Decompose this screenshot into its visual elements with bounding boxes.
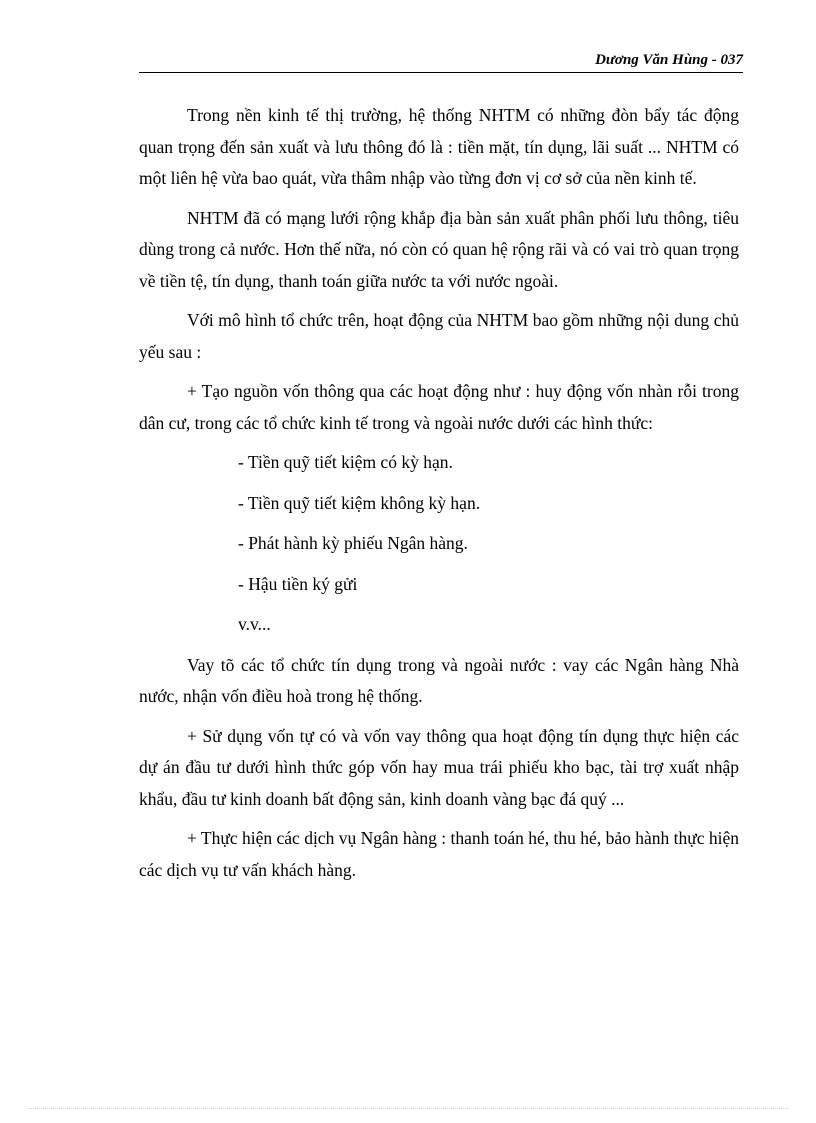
- list-item: - Tiền quỹ tiết kiệm có kỳ hạn.: [238, 452, 453, 472]
- paragraph-network: NHTM đã có mạng lưới rộng khắp địa bàn sản xuất phân phối lưu thông, tiêu dùng trong cả nước. Hơn thế nữa, nó còn có quan hệ rộng rãi và có vai trò quan trọng về tiền tệ, tín dụng, thanh toán giữa nước ta với nước ngoài.: [139, 207, 739, 291]
- paragraph-capital-sources: + Tạo nguồn vốn thông qua các hoạt động như : huy động vốn nhàn rỗi trong dân cư, trong các tổ chức kinh tế trong và ngoài nước dưới các hình thức:: [139, 381, 739, 433]
- paragraph-capital-use: + Sử dụng vốn tự có và vốn vay thông qua hoạt động tín dụng thực hiện các dự án đầu tư dưới hình thức góp vốn hay mua trái phiếu kho bạc, tài trợ xuất nhập khẩu, đầu tư kinh doanh bất động sản, kinh doanh vàng bạc đá quý ...: [139, 725, 739, 809]
- paragraph-borrowing: Vay tõ các tổ chức tín dụng trong và ngoài nước : vay các Ngân hàng Nhà nước, nhận vốn điều hoà trong hệ thống.: [139, 654, 739, 706]
- list-item: v.v...: [238, 614, 271, 634]
- header-author: Dương Văn Hùng - 037: [595, 52, 743, 68]
- list-item: - Hậu tiền ký gửi: [238, 573, 358, 594]
- list-item: - Phát hành kỳ phiếu Ngân hàng.: [238, 533, 468, 553]
- paragraph-activities-intro: Với mô hình tổ chức trên, hoạt động của NHTM bao gồm những nội dung chủ yếu sau :: [139, 310, 739, 362]
- paragraph-banking-services: + Thực hiện các dịch vụ Ngân hàng : thanh toán hé, thu hé, bảo hành thực hiện các dịch vụ tư vấn khách hàng.: [139, 828, 739, 880]
- page-bottom-divider: [28, 1108, 788, 1109]
- page-header: [139, 50, 743, 73]
- paragraph-market-economy: Trong nền kinh tế thị trường, hệ thống NHTM có những đòn bẩy tác động quan trọng đến sản xuất và lưu thông đó là : tiền mặt, tín dụng, lãi suất ... NHTM có một liên hệ vừa bao quát, vừa thâm nhập vào từng đơn vị cơ sở của nền kinh tế.: [139, 105, 739, 188]
- list-item: - Tiền quỹ tiết kiệm không kỳ hạn.: [238, 492, 481, 513]
- capital-forms-list: [139, 447, 739, 641]
- document-body: [139, 100, 739, 894]
